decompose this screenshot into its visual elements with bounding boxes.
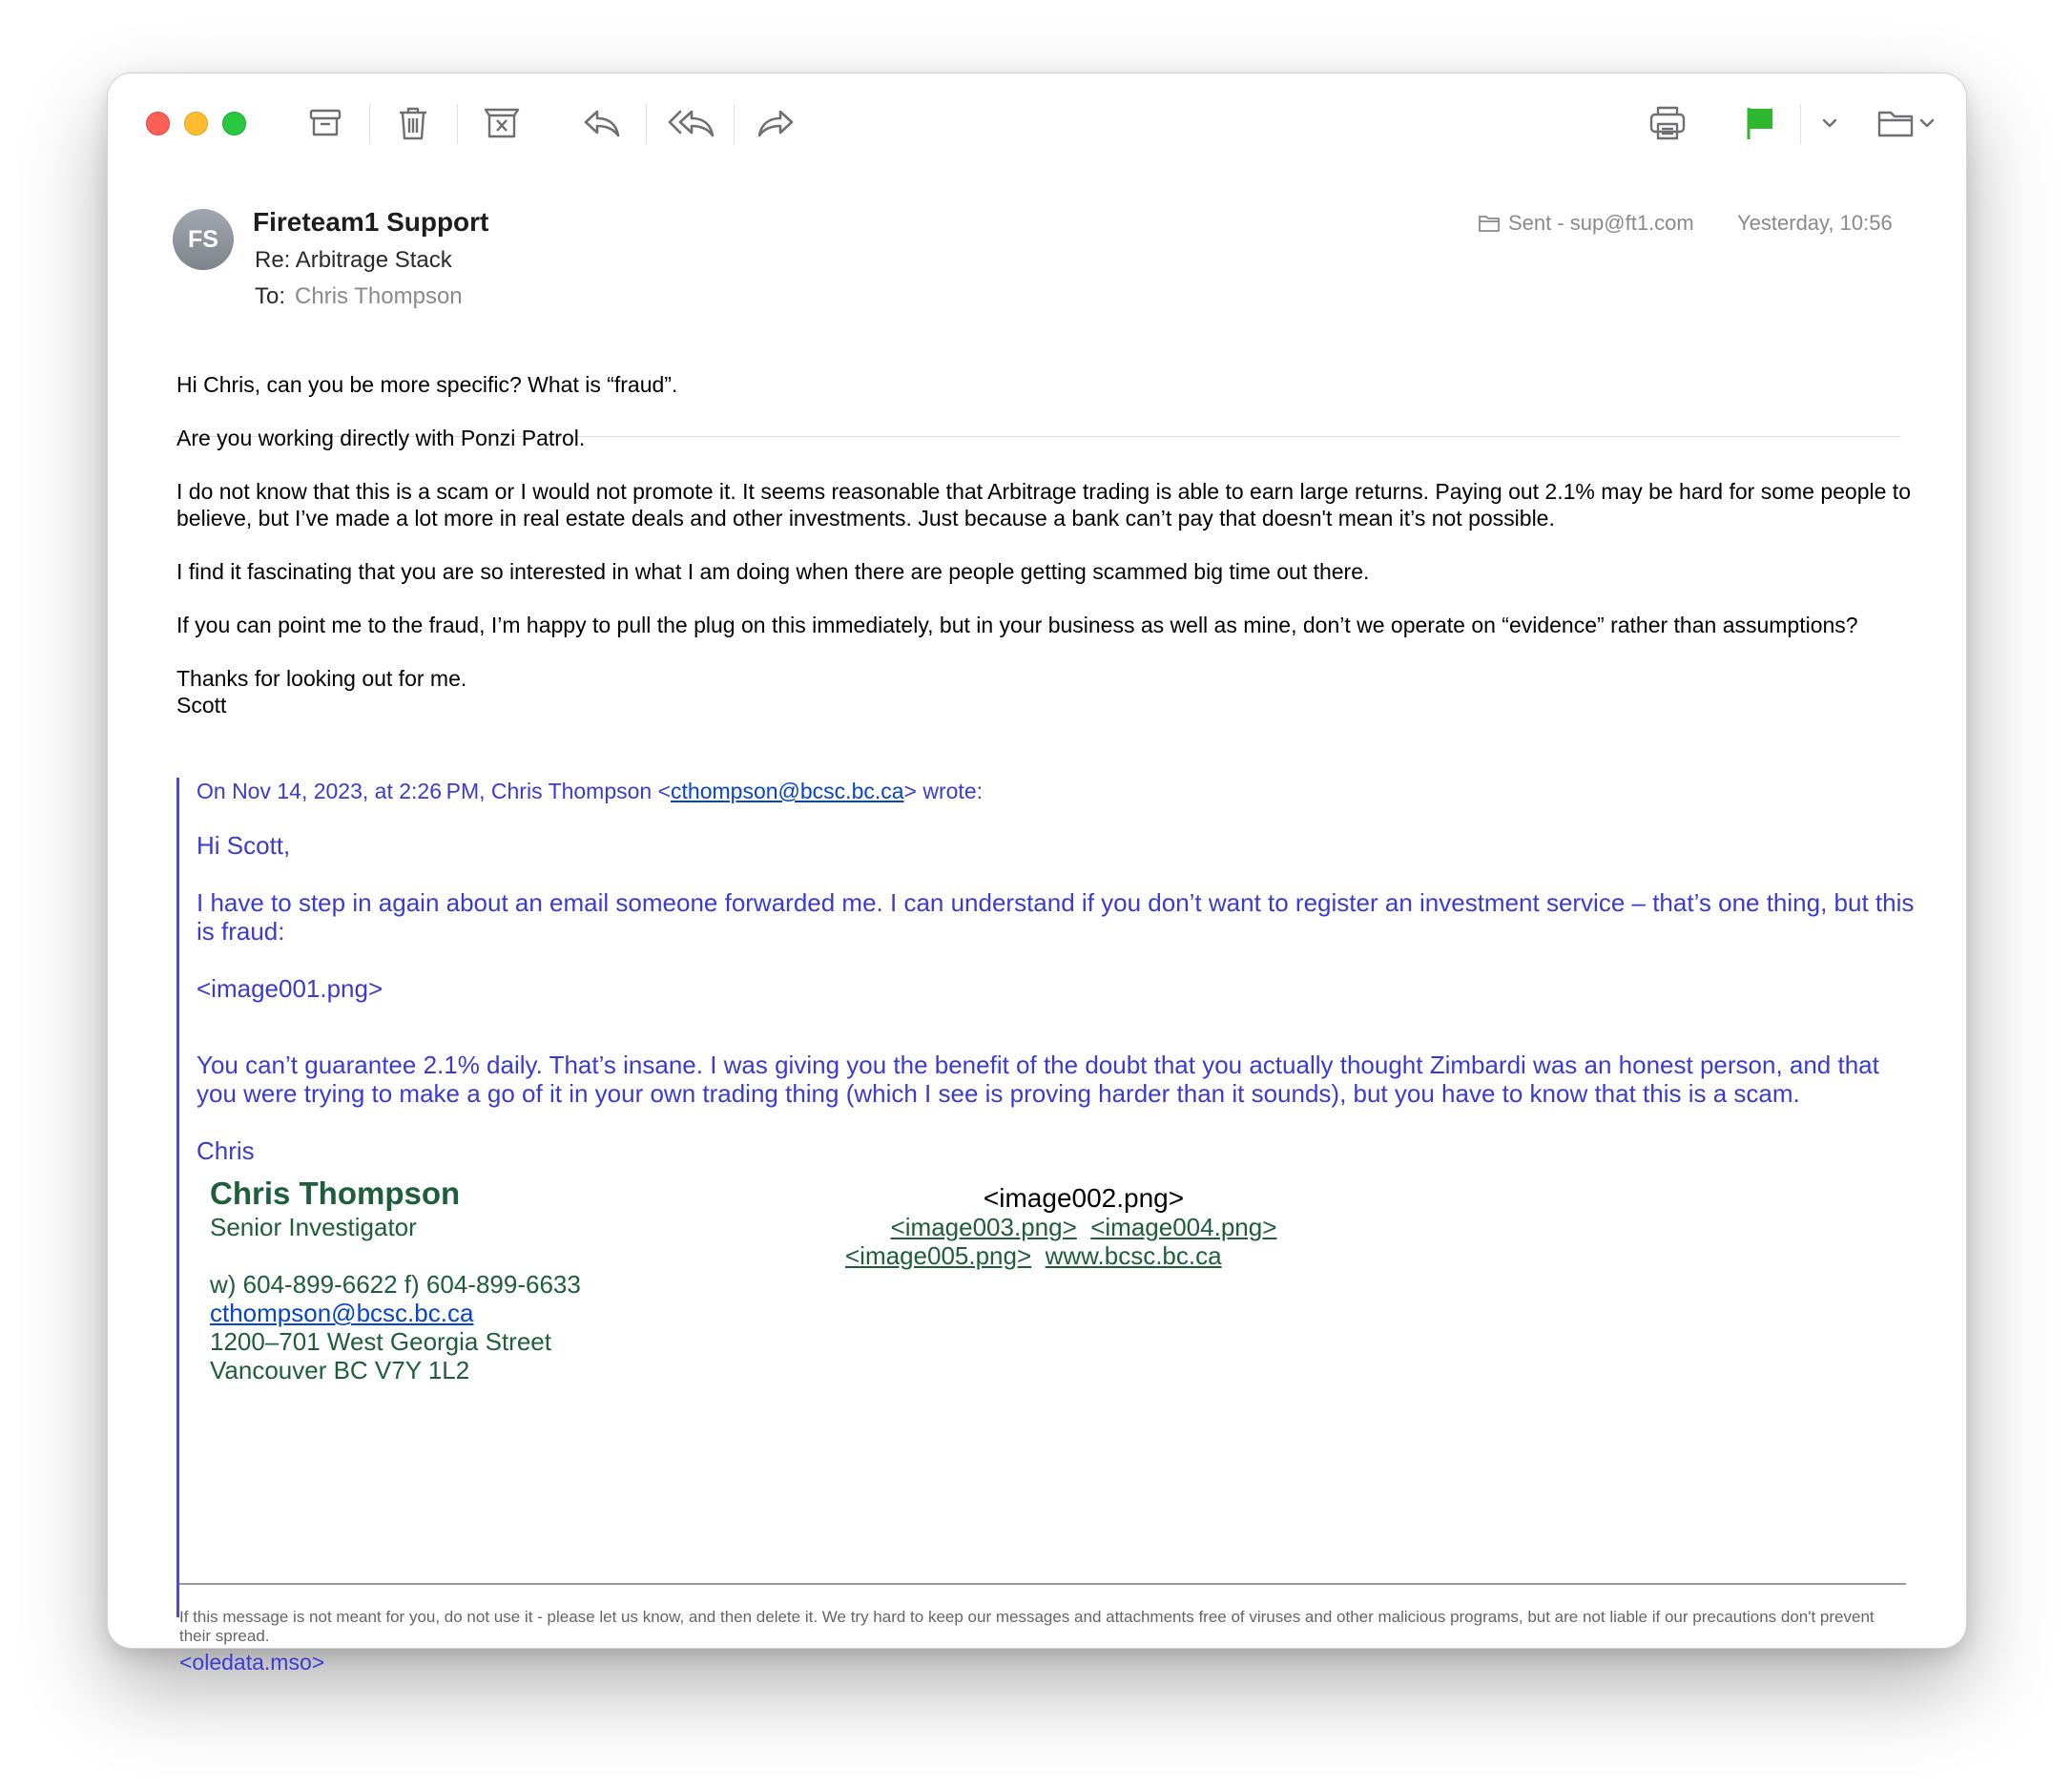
recipient-name[interactable]: Chris Thompson bbox=[295, 283, 463, 309]
folder-icon[interactable] bbox=[1875, 102, 1917, 144]
signature-contact bbox=[210, 1175, 581, 1384]
trash-icon[interactable] bbox=[392, 102, 434, 144]
sender-name[interactable]: Fireteam1 Support bbox=[253, 207, 489, 237]
reply-all-icon[interactable] bbox=[665, 102, 718, 144]
toolbar bbox=[108, 73, 1966, 169]
zoom-window-button[interactable] bbox=[222, 112, 246, 135]
signature-phones: w) 604-899-6622 f) 604-899-6633 bbox=[210, 1270, 581, 1299]
oledata-attachment[interactable]: <oledata.mso> bbox=[179, 1650, 325, 1675]
message-date: Yesterday, 10:56 bbox=[1737, 211, 1893, 235]
disclaimer-divider bbox=[179, 1583, 1906, 1585]
signature-title: Senior Investigator bbox=[210, 1213, 417, 1241]
body-paragraph: Are you working directly with Ponzi Patrol. bbox=[176, 426, 586, 450]
body-paragraph: If you can point me to the fraud, I’m happy to pull the plug on this immediately, but in your business as well as mine, don’t we operate on “evidence” rather than assumptions? bbox=[176, 613, 1858, 637]
signature-address-line1: 1200–701 West Georgia Street bbox=[210, 1327, 551, 1356]
chevron-down-icon[interactable] bbox=[1917, 102, 1937, 144]
to-label: To: bbox=[255, 283, 286, 309]
flag-icon[interactable] bbox=[1741, 102, 1779, 144]
mailbox-name: Sent - sup@ft1.com bbox=[1508, 211, 1694, 235]
recipient-row bbox=[255, 283, 463, 310]
forward-icon[interactable] bbox=[753, 102, 798, 144]
body-paragraph: I find it fascinating that you are so interested in what I am doing when there are people getting scammed big time out there. bbox=[176, 559, 1370, 584]
junk-icon[interactable] bbox=[480, 102, 524, 144]
signature-logos bbox=[845, 1184, 1322, 1270]
folder-icon bbox=[1478, 214, 1501, 233]
archive-icon[interactable] bbox=[304, 102, 346, 144]
quoted-message bbox=[176, 778, 1922, 1675]
reply-icon[interactable] bbox=[579, 102, 625, 144]
chevron-down-icon[interactable] bbox=[1815, 102, 1844, 144]
body-paragraph: I do not know that this is a scam or I would not promote it. It seems reasonable that Arbitrage trading is able to earn large returns. Paying out 2.1% may be hard for some people to believe, but I’ve made a lot more in real estate deals and other investments. Just because a bank can’t pay that doesn't mean it’s not possible. bbox=[176, 479, 1911, 531]
message-subject: Re: Arbitrage Stack bbox=[255, 247, 452, 273]
message-body bbox=[176, 371, 1932, 745]
disclaimer-text: If this message is not meant for you, do not use it - please let us know, and then delete it. We try hard to keep our messages and attachments free of viruses and other malicious programs, but are not liable if our precautions don't prevent their spread. bbox=[179, 1608, 1875, 1645]
signoff-name: Scott bbox=[176, 693, 227, 718]
quote-paragraph: I have to step in again about an email someone forwarded me. I can understand if you don’t want to register an investment service – that’s one thing, but this is fraud: bbox=[197, 888, 1915, 946]
quote-signoff: Chris bbox=[197, 1136, 255, 1165]
mail-window bbox=[107, 73, 1967, 1675]
mailbox-label bbox=[1478, 211, 1694, 236]
close-window-button[interactable] bbox=[146, 112, 170, 135]
quote-attribution: On Nov 14, 2023, at 2:26 PM, Chris Thompson <cthompson@bcsc.bc.ca> wrote: bbox=[197, 779, 984, 803]
body-paragraph: Hi Chris, can you be more specific? What is “fraud”. bbox=[176, 372, 678, 397]
signature-email-link[interactable]: cthompson@bcsc.bc.ca bbox=[210, 1299, 474, 1327]
signature-image-link[interactable]: <image005.png> bbox=[845, 1241, 1032, 1270]
quote-paragraph: You can’t guarantee 2.1% daily. That’s insane. I was giving you the benefit of the doubt that you actually thought Zimbardi was an honest person, and that you were trying to make a go of it in your own trading thing (which I see is proving harder than it sounds), but you have to know that this is a scam. bbox=[197, 1051, 1879, 1108]
signature-image-placeholder: <image002.png> bbox=[983, 1183, 1185, 1213]
avatar: FS bbox=[173, 209, 234, 270]
minimize-window-button[interactable] bbox=[184, 112, 208, 135]
email-signature bbox=[197, 1175, 1922, 1413]
signature-address-line2: Vancouver BC V7Y 1L2 bbox=[210, 1356, 470, 1384]
quote-greeting: Hi Scott, bbox=[197, 831, 291, 860]
attribution-email-link[interactable]: cthompson@bcsc.bc.ca bbox=[671, 779, 904, 803]
website-link[interactable]: www.bcsc.bc.ca bbox=[1045, 1241, 1222, 1270]
print-icon[interactable] bbox=[1646, 102, 1689, 144]
signature-name: Chris Thompson bbox=[210, 1176, 461, 1211]
signature-image-link[interactable]: <image004.png> bbox=[1090, 1213, 1277, 1241]
signature-image-link[interactable]: <image003.png> bbox=[890, 1213, 1077, 1241]
image-attachment-placeholder[interactable]: <image001.png> bbox=[197, 974, 383, 1003]
closing-line: Thanks for looking out for me. bbox=[176, 666, 467, 691]
